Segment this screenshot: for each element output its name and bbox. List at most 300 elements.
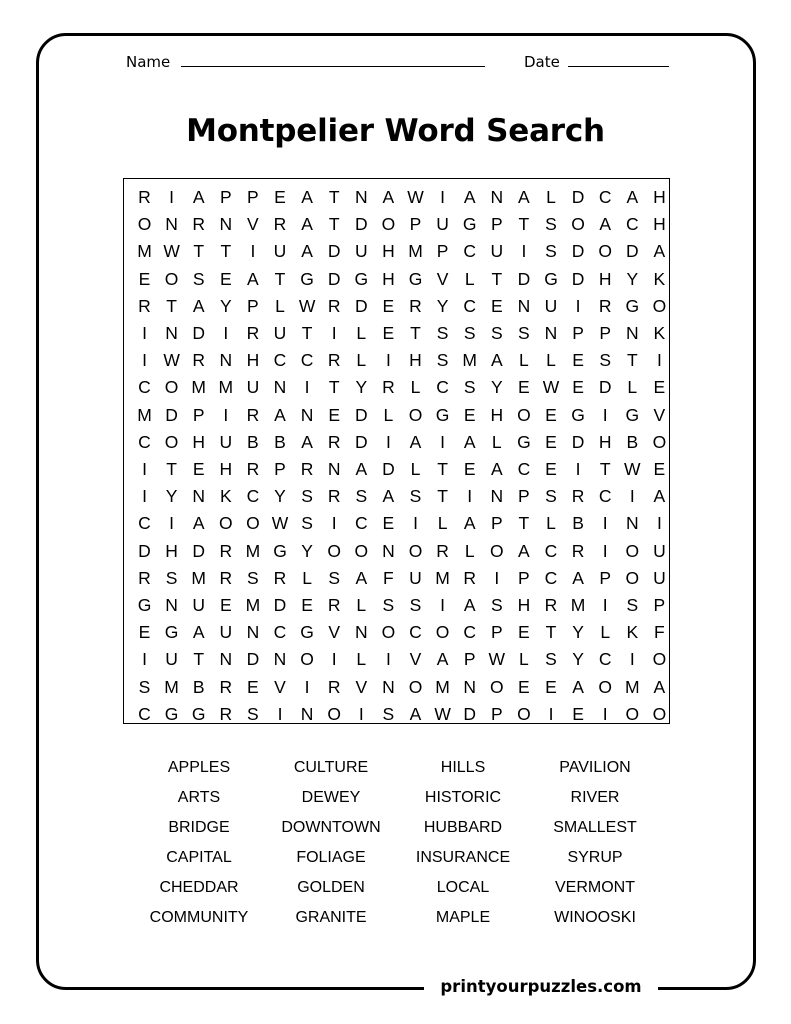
grid-cell[interactable]: R <box>246 404 260 425</box>
grid-cell[interactable]: D <box>571 431 585 452</box>
grid-cell[interactable]: R <box>571 540 585 561</box>
grid-cell[interactable]: A <box>409 703 422 724</box>
grid-cell[interactable]: S <box>301 513 313 534</box>
grid-cell[interactable]: A <box>192 513 205 534</box>
grid-cell[interactable]: I <box>142 649 147 670</box>
grid-cell[interactable]: I <box>656 350 662 371</box>
grid-cell[interactable]: C <box>436 377 449 398</box>
grid-cell[interactable]: R <box>327 295 341 316</box>
grid-cell[interactable]: E <box>545 431 557 452</box>
grid-cell[interactable]: E <box>490 295 503 316</box>
grid-cell[interactable]: M <box>462 350 477 371</box>
grid-cell[interactable]: L <box>275 295 285 316</box>
grid-cell[interactable]: L <box>437 513 448 534</box>
grid-cell[interactable]: P <box>247 187 259 207</box>
grid-cell[interactable]: T <box>410 323 421 343</box>
grid-cell[interactable]: H <box>409 350 422 371</box>
grid-cell[interactable]: O <box>652 295 667 316</box>
grid-cell[interactable]: I <box>385 431 391 452</box>
grid-cell[interactable]: V <box>247 214 259 235</box>
grid-cell[interactable]: E <box>382 513 395 534</box>
grid-cell[interactable]: N <box>490 486 504 507</box>
grid-cell[interactable]: A <box>599 214 612 235</box>
grid-cell[interactable]: L <box>356 323 367 343</box>
grid-cell[interactable]: R <box>246 323 260 343</box>
grid-cell[interactable]: S <box>490 595 503 615</box>
grid-cell[interactable]: A <box>355 459 368 479</box>
grid-cell[interactable]: I <box>440 187 446 207</box>
grid-cell[interactable]: U <box>273 323 287 343</box>
grid-cell[interactable]: P <box>463 649 476 670</box>
grid-cell[interactable]: H <box>598 431 612 452</box>
grid-cell[interactable]: C <box>300 350 314 371</box>
grid-cell[interactable]: O <box>598 676 612 697</box>
grid-cell[interactable]: S <box>382 703 395 724</box>
grid-cell[interactable]: R <box>382 377 395 398</box>
grid-cell[interactable]: Y <box>572 649 584 670</box>
grid-cell[interactable]: G <box>300 268 314 289</box>
grid-cell[interactable]: S <box>463 323 476 343</box>
grid-cell[interactable]: T <box>437 486 448 507</box>
grid-cell[interactable]: L <box>410 459 421 479</box>
grid-cell[interactable]: O <box>408 404 423 425</box>
grid-cell[interactable]: E <box>219 595 232 615</box>
grid-cell[interactable]: A <box>463 431 476 452</box>
grid-cell[interactable]: N <box>165 595 178 615</box>
grid-cell[interactable]: B <box>626 431 639 452</box>
grid-cell[interactable]: G <box>625 404 640 425</box>
grid-cell[interactable]: Y <box>572 622 584 643</box>
grid-cell[interactable]: R <box>327 350 341 371</box>
grid-cell[interactable]: M <box>164 676 179 697</box>
grid-cell[interactable]: M <box>435 567 450 588</box>
grid-cell[interactable]: L <box>546 187 556 207</box>
grid-cell[interactable]: I <box>413 513 418 534</box>
grid-cell[interactable]: C <box>138 377 151 398</box>
grid-cell[interactable]: I <box>277 703 283 724</box>
grid-cell[interactable]: I <box>575 459 581 479</box>
grid-cell[interactable]: D <box>354 295 368 316</box>
grid-cell[interactable]: P <box>653 595 666 615</box>
grid-cell[interactable]: I <box>142 323 147 343</box>
grid-cell[interactable]: I <box>521 241 527 262</box>
grid-cell[interactable]: G <box>273 540 287 561</box>
grid-cell[interactable]: S <box>436 350 449 371</box>
grid-cell[interactable]: E <box>463 459 476 479</box>
grid-cell[interactable]: A <box>409 431 422 452</box>
grid-cell[interactable]: W <box>542 377 560 398</box>
grid-cell[interactable]: R <box>327 486 341 507</box>
grid-cell[interactable]: D <box>192 323 205 343</box>
grid-cell[interactable]: U <box>165 649 178 670</box>
grid-cell[interactable]: I <box>629 649 635 670</box>
grid-cell[interactable]: S <box>138 676 151 697</box>
grid-cell[interactable]: N <box>246 622 260 643</box>
grid-cell[interactable]: N <box>165 214 178 235</box>
grid-cell[interactable]: P <box>409 214 422 235</box>
grid-cell[interactable]: H <box>490 404 504 425</box>
grid-cell[interactable]: L <box>519 649 529 670</box>
grid-cell[interactable]: A <box>192 622 205 643</box>
grid-cell[interactable]: R <box>300 459 314 479</box>
grid-cell[interactable]: S <box>192 268 205 289</box>
grid-cell[interactable]: G <box>137 595 152 615</box>
grid-cell[interactable]: H <box>219 459 233 479</box>
grid-cell[interactable]: I <box>385 350 391 371</box>
grid-cell[interactable]: L <box>627 377 638 398</box>
grid-cell[interactable]: P <box>219 187 232 207</box>
grid-cell[interactable]: T <box>193 649 205 670</box>
grid-cell[interactable]: W <box>271 513 289 534</box>
grid-cell[interactable]: I <box>602 540 608 561</box>
grid-cell[interactable]: C <box>544 567 558 588</box>
grid-cell[interactable]: A <box>490 459 503 479</box>
grid-cell[interactable]: P <box>599 323 612 343</box>
grid-cell[interactable]: D <box>273 595 287 615</box>
grid-cell[interactable]: S <box>545 241 557 262</box>
grid-cell[interactable]: S <box>436 323 449 343</box>
grid-cell[interactable]: K <box>653 323 666 343</box>
grid-cell[interactable]: U <box>219 431 233 452</box>
grid-cell[interactable]: M <box>245 595 261 615</box>
grid-cell[interactable]: F <box>383 567 394 588</box>
grid-cell[interactable]: U <box>354 241 368 262</box>
grid-cell[interactable]: G <box>408 268 423 289</box>
grid-cell[interactable]: N <box>273 649 287 670</box>
grid-cell[interactable]: N <box>544 323 558 343</box>
grid-cell[interactable]: T <box>599 459 611 479</box>
grid-cell[interactable]: N <box>463 676 476 697</box>
grid-cell[interactable]: M <box>625 676 640 697</box>
grid-cell[interactable]: O <box>381 214 396 235</box>
grid-cell[interactable]: S <box>247 567 259 588</box>
grid-cell[interactable]: E <box>572 377 584 398</box>
grid-cell[interactable]: A <box>463 187 476 207</box>
grid-cell[interactable]: P <box>490 703 503 724</box>
grid-cell[interactable]: T <box>166 459 177 479</box>
grid-cell[interactable]: A <box>192 295 205 316</box>
grid-cell[interactable]: I <box>304 676 310 697</box>
grid-cell[interactable]: I <box>494 567 500 588</box>
grid-cell[interactable]: L <box>410 377 421 398</box>
grid-cell[interactable]: O <box>408 540 423 561</box>
grid-cell[interactable]: R <box>246 459 260 479</box>
grid-cell[interactable]: G <box>164 703 179 724</box>
grid-cell[interactable]: K <box>219 486 232 507</box>
grid-cell[interactable]: E <box>572 703 584 724</box>
grid-cell[interactable]: G <box>164 622 179 643</box>
grid-cell[interactable]: R <box>598 295 612 316</box>
grid-cell[interactable]: A <box>355 567 368 588</box>
grid-cell[interactable]: L <box>383 404 394 425</box>
grid-cell[interactable]: O <box>327 703 341 724</box>
grid-cell[interactable]: S <box>165 567 178 588</box>
grid-cell[interactable]: R <box>327 595 341 615</box>
name-field[interactable] <box>181 66 485 67</box>
grid-cell[interactable]: L <box>464 268 475 289</box>
grid-cell[interactable]: E <box>138 622 151 643</box>
grid-cell[interactable]: K <box>653 268 666 289</box>
grid-cell[interactable]: R <box>327 676 341 697</box>
grid-cell[interactable]: S <box>545 649 557 670</box>
grid-cell[interactable]: I <box>440 595 446 615</box>
grid-cell[interactable]: O <box>164 431 179 452</box>
grid-cell[interactable]: N <box>382 540 395 561</box>
grid-cell[interactable]: S <box>545 486 557 507</box>
grid-cell[interactable]: I <box>602 703 608 724</box>
grid-cell[interactable]: U <box>653 540 666 561</box>
grid-cell[interactable]: R <box>273 567 287 588</box>
grid-cell[interactable]: Y <box>165 486 178 507</box>
grid-cell[interactable]: O <box>218 513 233 534</box>
grid-cell[interactable]: Y <box>436 295 449 316</box>
grid-cell[interactable]: R <box>219 676 233 697</box>
grid-cell[interactable]: O <box>300 649 314 670</box>
grid-cell[interactable]: N <box>382 676 395 697</box>
grid-cell[interactable]: F <box>654 622 665 643</box>
grid-cell[interactable]: N <box>354 187 368 207</box>
grid-cell[interactable]: I <box>142 350 147 371</box>
grid-cell[interactable]: Y <box>301 540 313 561</box>
grid-cell[interactable]: V <box>328 622 341 643</box>
grid-cell[interactable]: C <box>246 486 260 507</box>
grid-cell[interactable]: H <box>165 540 178 561</box>
grid-cell[interactable]: B <box>274 431 286 452</box>
grid-cell[interactable]: N <box>192 486 205 507</box>
grid-cell[interactable]: U <box>219 622 233 643</box>
grid-cell[interactable]: R <box>463 567 476 588</box>
grid-cell[interactable]: T <box>545 622 557 643</box>
grid-cell[interactable]: A <box>653 241 666 262</box>
grid-cell[interactable]: S <box>626 595 639 615</box>
grid-cell[interactable]: T <box>328 377 340 398</box>
grid-cell[interactable]: I <box>304 377 310 398</box>
grid-cell[interactable]: L <box>491 431 502 452</box>
grid-cell[interactable]: S <box>355 486 368 507</box>
grid-cell[interactable]: O <box>137 214 152 235</box>
grid-cell[interactable]: O <box>164 268 179 289</box>
grid-cell[interactable]: A <box>382 486 395 507</box>
grid-cell[interactable]: G <box>300 622 314 643</box>
grid-cell[interactable]: G <box>435 404 450 425</box>
grid-cell[interactable]: R <box>544 595 558 615</box>
grid-cell[interactable]: U <box>653 567 666 588</box>
grid-cell[interactable]: A <box>463 513 476 534</box>
grid-cell[interactable]: L <box>546 350 556 371</box>
grid-cell[interactable]: R <box>138 187 151 207</box>
grid-cell[interactable]: O <box>246 513 260 534</box>
grid-cell[interactable]: D <box>625 241 639 262</box>
grid-cell[interactable]: I <box>548 703 554 724</box>
grid-cell[interactable]: N <box>273 377 287 398</box>
grid-cell[interactable]: H <box>246 350 260 371</box>
grid-cell[interactable]: D <box>598 377 612 398</box>
grid-cell[interactable]: H <box>382 268 395 289</box>
grid-cell[interactable]: A <box>463 595 476 615</box>
grid-cell[interactable]: S <box>463 377 476 398</box>
grid-cell[interactable]: N <box>300 703 314 724</box>
grid-cell[interactable]: A <box>436 649 449 670</box>
grid-cell[interactable]: I <box>602 404 608 425</box>
grid-cell[interactable]: G <box>517 431 531 452</box>
grid-cell[interactable]: H <box>598 268 612 289</box>
grid-cell[interactable]: I <box>602 595 608 615</box>
grid-cell[interactable]: M <box>408 241 423 262</box>
grid-cell[interactable]: E <box>138 268 151 289</box>
grid-cell[interactable]: E <box>572 350 584 371</box>
grid-cell[interactable]: M <box>218 377 234 398</box>
grid-cell[interactable]: P <box>572 323 584 343</box>
grid-cell[interactable]: A <box>274 404 286 425</box>
date-field[interactable] <box>568 66 669 67</box>
grid-cell[interactable]: P <box>247 295 259 316</box>
grid-cell[interactable]: W <box>298 295 316 316</box>
grid-cell[interactable]: P <box>274 459 286 479</box>
grid-cell[interactable]: D <box>138 540 151 561</box>
grid-cell[interactable]: N <box>625 323 639 343</box>
grid-cell[interactable]: A <box>653 676 666 697</box>
grid-cell[interactable]: T <box>166 295 177 316</box>
grid-cell[interactable]: H <box>653 214 666 235</box>
grid-cell[interactable]: O <box>489 540 504 561</box>
grid-cell[interactable]: S <box>301 486 313 507</box>
grid-cell[interactable]: I <box>575 295 581 316</box>
grid-cell[interactable]: W <box>434 703 451 724</box>
grid-cell[interactable]: N <box>219 214 233 235</box>
grid-cell[interactable]: N <box>517 295 531 316</box>
grid-cell[interactable]: C <box>138 513 151 534</box>
grid-cell[interactable]: C <box>598 649 612 670</box>
grid-cell[interactable]: Y <box>355 377 368 398</box>
grid-cell[interactable]: D <box>463 703 476 724</box>
grid-cell[interactable]: C <box>544 540 558 561</box>
grid-cell[interactable]: E <box>382 323 395 343</box>
grid-cell[interactable]: T <box>220 241 232 262</box>
grid-cell[interactable]: I <box>385 649 391 670</box>
grid-cell[interactable]: A <box>653 486 666 507</box>
grid-cell[interactable]: C <box>138 703 151 724</box>
grid-cell[interactable]: I <box>331 649 337 670</box>
grid-cell[interactable]: O <box>625 567 640 588</box>
grid-cell[interactable]: Y <box>274 486 286 507</box>
grid-cell[interactable]: V <box>409 649 422 670</box>
grid-cell[interactable]: O <box>408 676 423 697</box>
grid-cell[interactable]: V <box>355 676 368 697</box>
grid-cell[interactable]: R <box>138 567 151 588</box>
grid-cell[interactable]: S <box>490 323 503 343</box>
grid-cell[interactable]: E <box>518 622 530 643</box>
grid-cell[interactable]: E <box>274 187 286 207</box>
grid-cell[interactable]: O <box>652 431 667 452</box>
grid-cell[interactable]: G <box>625 295 640 316</box>
grid-cell[interactable]: A <box>192 187 205 207</box>
grid-cell[interactable]: O <box>517 404 531 425</box>
grid-cell[interactable]: U <box>192 595 205 615</box>
grid-cell[interactable]: N <box>327 459 341 479</box>
grid-cell[interactable]: A <box>301 431 313 452</box>
grid-cell[interactable]: Y <box>219 295 232 316</box>
grid-cell[interactable]: E <box>328 404 341 425</box>
grid-cell[interactable]: C <box>463 622 476 643</box>
grid-cell[interactable]: R <box>273 214 287 235</box>
grid-cell[interactable]: P <box>490 622 503 643</box>
grid-cell[interactable]: D <box>571 241 585 262</box>
grid-cell[interactable]: O <box>598 241 612 262</box>
grid-cell[interactable]: E <box>518 676 530 697</box>
grid-cell[interactable]: E <box>545 676 557 697</box>
grid-cell[interactable]: R <box>571 486 585 507</box>
grid-cell[interactable]: I <box>142 486 147 507</box>
grid-cell[interactable]: E <box>219 268 232 289</box>
grid-cell[interactable]: N <box>219 350 233 371</box>
grid-cell[interactable]: R <box>327 431 341 452</box>
grid-cell[interactable]: W <box>407 187 424 207</box>
grid-cell[interactable]: T <box>328 187 340 207</box>
grid-cell[interactable]: O <box>435 622 450 643</box>
grid-cell[interactable]: O <box>381 622 396 643</box>
grid-cell[interactable]: R <box>219 540 233 561</box>
grid-cell[interactable]: A <box>572 676 584 697</box>
grid-cell[interactable]: O <box>571 214 585 235</box>
grid-cell[interactable]: E <box>463 404 476 425</box>
grid-cell[interactable]: O <box>652 703 667 724</box>
grid-cell[interactable]: I <box>169 513 175 534</box>
grid-cell[interactable]: Y <box>490 377 503 398</box>
grid-cell[interactable]: P <box>436 241 449 262</box>
grid-cell[interactable]: D <box>327 241 341 262</box>
grid-cell[interactable]: V <box>653 404 666 425</box>
grid-cell[interactable]: E <box>382 295 395 316</box>
grid-cell[interactable]: S <box>599 350 612 371</box>
grid-cell[interactable]: C <box>409 622 422 643</box>
grid-cell[interactable]: B <box>247 431 259 452</box>
grid-cell[interactable]: H <box>653 187 666 207</box>
grid-cell[interactable]: H <box>382 241 395 262</box>
grid-cell[interactable]: A <box>572 567 584 588</box>
grid-cell[interactable]: D <box>165 404 178 425</box>
grid-cell[interactable]: I <box>656 513 662 534</box>
grid-cell[interactable]: U <box>409 567 422 588</box>
grid-cell[interactable]: A <box>518 540 530 561</box>
grid-cell[interactable]: I <box>250 241 256 262</box>
grid-cell[interactable]: A <box>247 268 259 289</box>
grid-cell[interactable]: U <box>544 295 558 316</box>
grid-cell[interactable]: R <box>138 295 151 316</box>
grid-cell[interactable]: V <box>436 268 449 289</box>
grid-cell[interactable]: L <box>600 622 611 643</box>
grid-cell[interactable]: R <box>409 295 422 316</box>
grid-cell[interactable]: I <box>223 404 229 425</box>
grid-cell[interactable]: M <box>137 241 152 262</box>
grid-cell[interactable]: A <box>382 187 395 207</box>
grid-cell[interactable]: O <box>164 377 179 398</box>
grid-cell[interactable]: A <box>518 187 530 207</box>
grid-cell[interactable]: W <box>624 459 641 479</box>
grid-cell[interactable]: E <box>545 404 557 425</box>
grid-cell[interactable]: D <box>354 431 368 452</box>
grid-cell[interactable]: D <box>382 459 395 479</box>
grid-cell[interactable]: C <box>463 295 476 316</box>
grid-cell[interactable]: I <box>358 703 364 724</box>
grid-cell[interactable]: P <box>490 513 503 534</box>
grid-cell[interactable]: A <box>490 350 503 371</box>
grid-cell[interactable]: D <box>354 214 368 235</box>
grid-cell[interactable]: T <box>626 350 638 371</box>
grid-cell[interactable]: S <box>409 486 422 507</box>
grid-cell[interactable]: W <box>488 649 506 670</box>
grid-cell[interactable]: E <box>518 377 530 398</box>
grid-cell[interactable]: P <box>599 567 612 588</box>
